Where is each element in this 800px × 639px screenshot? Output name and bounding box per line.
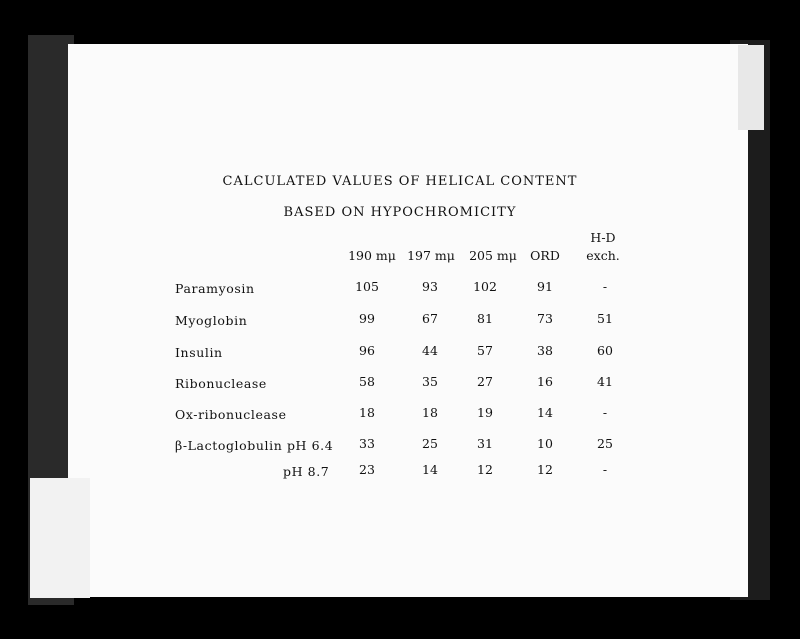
table-cell: 25 — [422, 436, 438, 451]
col-header-hd: H-D — [590, 230, 616, 245]
col-header-exch: exch. — [586, 248, 620, 263]
table-cell: 27 — [477, 374, 493, 389]
row-label-ribonuclease: Ribonuclease — [175, 376, 267, 391]
row-label-myoglobin: Myoglobin — [175, 313, 248, 328]
film-strip-lower-left — [30, 478, 90, 598]
table-cell: 67 — [422, 311, 438, 326]
table-cell: 25 — [597, 436, 613, 451]
row-label-ox-ribonuclease: Ox-ribonuclease — [175, 407, 287, 422]
table-cell: 73 — [537, 311, 553, 326]
table-cell: 31 — [477, 436, 493, 451]
table-cell: 19 — [477, 405, 493, 420]
table-cell: 38 — [537, 343, 553, 358]
table-cell: 12 — [477, 462, 493, 477]
table-cell: 93 — [422, 279, 438, 294]
table-cell: - — [602, 279, 608, 294]
table-cell: 96 — [359, 343, 375, 358]
row-label-paramyosin: Paramyosin — [175, 281, 255, 296]
table-cell: 60 — [597, 343, 613, 358]
row-label-lactoglobulin-ph87: pH 8.7 — [283, 464, 330, 479]
table-cell: 105 — [355, 279, 379, 294]
table-cell: 23 — [359, 462, 375, 477]
table-cell: 14 — [422, 462, 438, 477]
col-header-205: 205 mμ — [469, 248, 517, 263]
col-header-190: 190 mμ — [348, 248, 396, 263]
table-title-line2: BASED ON HYPOCHROMICITY — [283, 205, 517, 220]
table-cell: 18 — [359, 405, 375, 420]
table-cell: 35 — [422, 374, 438, 389]
table-cell: 58 — [359, 374, 375, 389]
table-cell: 10 — [537, 436, 553, 451]
table-cell: 33 — [359, 436, 375, 451]
table-cell: 12 — [537, 462, 553, 477]
table-cell: 16 — [537, 374, 553, 389]
table-title-line1: CALCULATED VALUES OF HELICAL CONTENT — [222, 174, 578, 189]
table-cell: 14 — [537, 405, 553, 420]
table-cell: 44 — [422, 343, 438, 358]
col-header-197: 197 mμ — [407, 248, 455, 263]
col-header-ord: ORD — [530, 248, 560, 263]
film-strip-upper-right — [738, 45, 764, 130]
table-cell: - — [602, 462, 608, 477]
table-cell: 102 — [473, 279, 497, 294]
table-cell: 41 — [597, 374, 613, 389]
table-cell: 18 — [422, 405, 438, 420]
table-cell: 81 — [477, 311, 493, 326]
table-cell: 91 — [537, 279, 553, 294]
table-cell: 51 — [597, 311, 613, 326]
table-cell: 99 — [359, 311, 375, 326]
table-cell: - — [602, 405, 608, 420]
row-label-insulin: Insulin — [175, 345, 223, 360]
row-label-lactoglobulin-ph64: β-Lactoglobulin pH 6.4 — [175, 438, 334, 453]
table-cell: 57 — [477, 343, 493, 358]
